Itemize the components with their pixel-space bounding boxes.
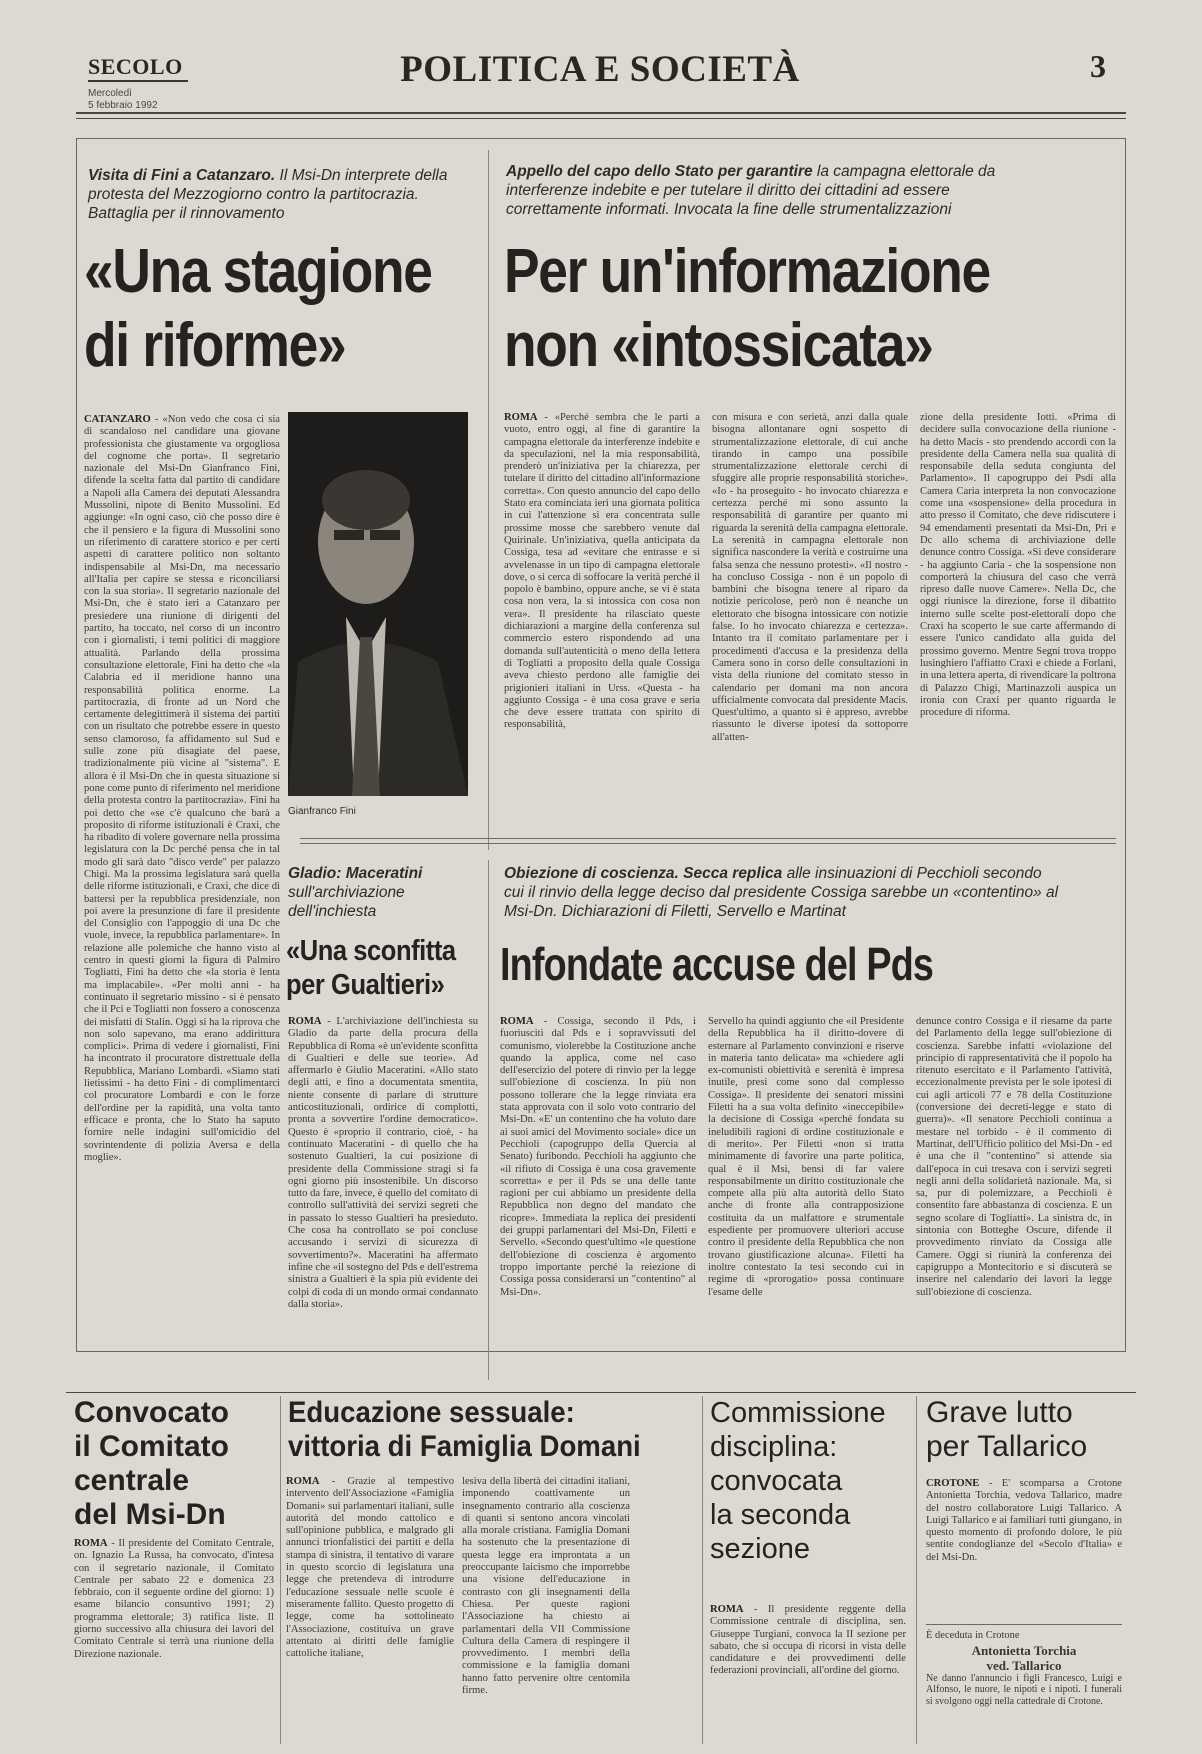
gladio-body (288, 1016, 478, 1376)
educazione-col1-text: - Grazie al tempestivo intervento dell'Associazione «Famiglia Domani» sui parlamentari italiani, sulle autorità del mondo cattolico e sull'opinione pubblica, e malgrado gli annunci trionfalistici dei partiti e della stampa di sinistra, il tentativo di varare in questo scorcio di legislatura una legge che pretendeva di introdurre l'educazione sessuale nelle scuole è miseramente fallito. Questo progetto di legge, come ha sottolineato l'Associazione, costituiva un grave attentato ai diritti delle famiglie cattoliche italiane, (286, 1476, 454, 1660)
fini-kicker-bold: Visita di Fini a Catanzaro. (88, 167, 276, 184)
cossiga-col1-text: - «Perché sembra che le parti a vuoto, entro oggi, al fine di garantire la campagna elettorale da interferenze indebite e da speculazioni, nel la mia responsabilità, prenderò un'iniziativa per la chiarezza, per tutelare il diritto del cittadino all'informazione corretta». Con questo annuncio del capo dello Stato era cominciata ieri una giornata politica in cui l'attenzione si era concentrata sulle prossime mosse che sarebbero venute dal Quirinale. Un'iniziativa, quella anticipata da Cossiga, tesa ad «evitare che entrasse e si avvelenasse in un tipo di campagna elettorale dove, o si cerca di soffocare la verità perché il popolo è bambino, oppure anche, se vi è stata cosa non vera, la si intossica con cosa non vera». Il presidente ha rilasciato queste dichiarazioni a margine della conferenza sul commercio estero rispondendo ad una domanda sull'autenticità o meno della lettera di Togliatti a proposito della quale Cossiga aveva chiesto perdono alle famiglie dei prigionieri italiani in Urss. «Questa - ha aggiunto Cossiga - è una cosa grave e seria che deve essere trattata con spirito di responsabilità, (504, 412, 700, 731)
comitato-headline-line1: Convocato (74, 1396, 230, 1429)
educazione-headline-line2: vittoria di Famiglia Domani (288, 1430, 641, 1463)
tallarico-body-text: - E' scomparsa a Crotone Antonietta Torchia, vedova Tallarico, madre del nostro collaboratore Luigi Tallarico. A Luigi Tallarico e ai familiari tutti giungano, in questo momento di profondo dolore, le più sentite condoglianze del «Secolo d'Italia» e del Msi-Dn. (926, 1478, 1122, 1563)
comitato-body-text: - Il presidente del Comitato Centrale, on. Ignazio La Russa, ha convocato, d'intesa con il segretario nazionale, il Comitato Centrale per sabato 22 e domenica 23 febbraio, con il seguente ordine del giorno: 1) esame bilancio consuntivo 1991; 2) programma elettorale; 3) ratifica liste. Il giorno successivo alla chiusura dei lavori del Comitato Centrale si terrà una riunione della Direzione nazionale. (74, 1538, 274, 1660)
pds-kicker-text: alle insinuazioni di Pecchioli secondo cui il rinvio della legge deciso dal presidente Cossiga sarebbe un «contentino» al Msi-Dn. Dichiarazioni di Filetti, Servello e Martinat (504, 865, 1059, 920)
page-number: 3 (1090, 48, 1106, 84)
issue-weekday: Mercoledì (88, 88, 132, 99)
gladio-headline-line2: per Gualtieri» (286, 969, 445, 1001)
fini-body (84, 414, 280, 1370)
issue-day: 5 febbraio 1992 (88, 100, 158, 111)
bottom-band-rule (66, 1392, 1136, 1393)
newspaper-logo: SECOLO (88, 54, 188, 82)
pds-col1-text: - Cossiga, secondo il Pds, i fuoriusciti dal Pds e i sopravvissuti del comunismo, violerebbe la Costituzione anche quando la applica, come nel caso dell'esercizio del potere di rinvio per la legge sull'obiezione di coscienza. In più non possono tollerare che la legge rinviata era stata approvata con il solo voto contrario del Msi-Dn. «E' un contentino che ha voluto dare ai suoi amici del Movimento sociale» dice un Pecchioli (capogruppo della Quercia al Senato) furibondo. Pecchioli ha aggiunto che «il rifiuto di Cossiga è una cosa gravemente scorretta» e per il Pds se una delle tante ragioni per cui abbiamo un presidente della Repubblica non degno del mandato che ricopre». Immediata la replica dei presidenti dei gruppi parlamentari del Msi-Dn, Filetti e Servello. «Secondo quest'ultimo «le questione dell'obiezione di coscienza è argomento troppo importante perché la reiezione di Cossiga possa considerarsi un "contentino" al Msi-Dn». (500, 1016, 696, 1298)
educazione-col1 (286, 1476, 454, 1744)
gladio-headline-line1: «Una sconfitta (286, 935, 456, 967)
column-separator (488, 150, 489, 850)
notice-body: Ne danno l'annuncio i figli Francesco, Luigi e Alfonso, le nuore, le nipoti e i nipoti. I funerali si svolgono oggi nella cattedrale di Crotone. (926, 1672, 1122, 1707)
cossiga-kicker-bold: Appello del capo dello Stato per garantire (506, 163, 813, 180)
death-notice (926, 1630, 1122, 1745)
gladio-dateline: ROMA (288, 1016, 322, 1027)
fini-headline-line2: di riforme» (84, 311, 346, 380)
fini-headline-line1: «Una stagione (84, 237, 432, 306)
bottom-separator-2 (702, 1396, 703, 1744)
educazione-col2: lesiva della libertà dei cittadini italiani, imponendo coattivamente un insegnamento contrario alla coscienza di quanti si sentono ancora vincolati alla morale cristiana. Famiglia Domani ha sostenuto che la presentazione di questa legge era improntata a un preoccupante laicismo che imporrebbe una visione dell'educazione in contrasto con gli insegnamenti della Chiesa. Per queste ragioni l'Associazione ha chiesto ai parlamentari della VII Commissione Cultura della Camera di respingere il provvedimento. I membri della commissione e la famiglia domani hanno fatto pervenire oltre centomila firme. (462, 1476, 630, 1697)
commissione-dateline: ROMA (710, 1604, 744, 1615)
section-title: POLITICA E SOCIETÀ (400, 49, 800, 90)
cossiga-col3: zione della presidente Iotti. «Prima di decidere sulla convocazione della riunione - ha detto Macis - sto prendendo accordi con la presidente della Camera nella sua qualità di responsabile della seduta congiunta del Parlamento». Il capogruppo dei Psdi alla Camera Caria interpreta la non convocazione come una «sospensione» della procedura in atto presso il Comitato, che deve ridiscutere i 94 emendamenti presentati da Msi-Dn, Pri e Dc allo schema di archiviazione delle denunce contro Cossiga. «Si deve considerare - ha aggiunto Caria - che la sospensione non comporterà la chiusura del caso che verrà ripreso dalle nuove Camere». Nella Dc, che oggi riunisce la direzione, forse il dibattito interno sulle scelte post-elettorali dopo che Craxi ha scoperto le sue carte affermando di essere l'unico candidato alla guida del prossimo governo. Mentre Segni trova troppo lusinghiero l'affiatto Craxi e chiede a Forlani, in una lettera aperta, di rivendicare la poltrona di Palazzo Chigi, Martinazzoli auspica un ironia con Craxi per quanto riguarda le procedure di riforma. (920, 412, 1116, 719)
notice-name: Antonietta Torchia (971, 1642, 1077, 1658)
middle-rule-2 (300, 843, 1116, 844)
educazione-headline (288, 1396, 656, 1464)
tallarico-body (926, 1478, 1122, 1618)
commissione-headline-line1: Commissione (710, 1397, 886, 1429)
comitato-dateline: ROMA (74, 1538, 108, 1549)
fini-kicker-text: Il Msi-Dn interprete della protesta del Mezzogiorno contro la partitocrazia. Battaglia per il rinnovamento (88, 167, 448, 222)
comitato-headline-line4: del Msi-Dn (74, 1498, 226, 1531)
notice-rule (926, 1624, 1122, 1625)
pds-headline: Infondate accuse del Pds (500, 938, 934, 990)
gladio-kicker-bold: Gladio: Maceratini (288, 865, 423, 882)
bottom-separator-3 (916, 1396, 917, 1744)
cossiga-dateline: ROMA (504, 412, 538, 423)
masthead-rule (76, 112, 1126, 114)
fini-body-text: - «Non vedo che cosa ci sia di scandaloso nel candidare una giovane professionista che giustamente va orgogliosa del cognome che porta». Il segretario nazionale del Msi-Dn Gianfranco Fini, difende la scelta fatta dal partito di candidare a Napoli alla Camera dei deputati Alessandra Mussolini, nipote di Benito Mussolini. Ed aggiunge: «In ogni caso, ciò che posso dire è che il pensiero e la figura di Mussolini sono un riferimento di carattere storico e per certi aspetti di carattere politico non soltanto indispensabile al Msi-Dn, ma necessario all'Italia per capire se stessa e riconciliarsi con la sua storia». Il segretario nazionale del Msi-Dn, che è stato ieri a Catanzaro per presiedere una riunione di dirigenti del partito, ha toccato, nel corso di un incontro con i giornalisti, i temi politici di maggiore attualità. Parlando della prossima consultazione elettorale, Fini ha detto che «la Calabria ed il meridione hanno una responsabilità politica enorme. La partitocrazia, di fronte ad un Nord che certamente delegittimerà il sistema dei partiti con un risultato che potrebbe essere in questo senso clamoroso, fa affidamento sul Sud e sulle zone più disagiate del paese, tradizionalmente più vicine al "sistema". E allora è il Msi-Dn che in questa situazione si pone come punto di riferimento nel meridione della protesta contro la partitocrazia». Fini ha poi detto che «se c'è qualcuno che barà a proposito di riforme istituzionali è Craxi, che ha ribadito di volere governare nella prossima legislatura con la Dc perché pensa che in tal modo gli sarà dato "disco verde" per palazzo Chigi. Ma la prossima legislatura sarà quella delle riforme istituzionali, e Craxi, che dice di battersi per la repubblica presidenziale, non poi avere la presunzione di fare il presidente del Consiglio con l'appoggio di una Dc che vuole, invece, la repubblica parlamentare». In relazione alle polemiche che hanno visto al centro in questi giorni la figura di Palmiro Togliatti, Fini ha detto che «la storia è lenta ma implacabile». «Per molti anni - ha continuato il segretario missino - si è pensato che il Pci e Togliatti non fossero a conoscenza dei misfatti di Stalin. Oggi si ha la riprova che non solo sapevano, ma erano addirittura complici». Prima di vedere i giornalisti, Fini ha incontrato il procuratore distrettuale della Repubblica, Mariano Lombardi. «Siamo stati lietissimi - ha detto Fini - di complimentarci col procuratore Lombardi e con le forze dell'ordine per la rapidità, una volta tanto efficace e pronta, che lo Stato ha saputo fornire nelle indagini sull'omicidio del sovrintendente di polizia Aversa e della moglie». (84, 414, 280, 1163)
gladio-body-text: - L'archiviazione dell'inchiesta su Gladio da parte della procura della Repubblica di Roma «è un'evidente sconfitta di Gualtieri e delle sue teorie». Ad affermarlo è Giulio Maceratini. «Allo stato degli atti, e fino a documentata smentita, niente consente di parlare di strutture anticostituzionali, ordirice di complotti, pronta a sovvertire l'ordine democratico». Questo è «proprio il contrario, cioè, - ha continuato Maceratini - di quello che ha sostenuto Gualtieri, la cui posizione di presidente della Commissione stragi si fa ogni giorno più insostenibile. Un discorso tutto da fare, invece, è quello del comitato di controllo sull'attività dei servizi segreti che in passato lo stesso Gualtieri ha presieduto. Che cosa ha controllato se poi concluse accusando i servizi di sicurezza di sovvertimento?». Maceratini ha affermato infine che «il sostegno del Pds e dell'estrema sinistra a Gualtieri è la spia più evidente dei colpi di coda di un mondo ormai condannato dalla storia». (288, 1016, 478, 1310)
pds-col1 (500, 1016, 696, 1376)
fini-kicker (88, 166, 468, 223)
pds-dateline: ROMA (500, 1016, 534, 1027)
tallarico-headline (926, 1396, 1126, 1464)
commissione-body-text: - Il presidente reggente della Commissione centrale di disciplina, sen. Giuseppe Turgiani, convoca la II sezione per sabato, che si occupa di ricorsi in vista delle candidature e dei provvedimenti delle federazioni provinciali, all'ordine del giorno. (710, 1604, 906, 1677)
commissione-headline-line4: la seconda (710, 1499, 851, 1531)
comitato-body (74, 1538, 274, 1738)
fini-photo-caption: Gianfranco Fini (288, 806, 356, 817)
bottom-separator-1 (280, 1396, 281, 1744)
commissione-headline-line2: disciplina: (710, 1431, 838, 1463)
commissione-body (710, 1604, 906, 1744)
fini-dateline: CATANZARO (84, 414, 151, 425)
educazione-dateline: ROMA (286, 1476, 320, 1487)
middle-rule (300, 838, 1116, 839)
tallarico-headline-line1: Grave lutto (926, 1396, 1073, 1429)
tallarico-headline-line2: per Tallarico (926, 1430, 1088, 1463)
cossiga-headline-line2: non «intossicata» (504, 311, 933, 380)
gladio-kicker (288, 864, 468, 921)
notice-intro: È deceduta in Crotone (926, 1630, 1020, 1641)
tallarico-dateline: CROTONE (926, 1478, 980, 1489)
comitato-headline-line3: centrale (74, 1464, 190, 1497)
pds-col3: denunce contro Cossiga e il riesame da parte del Parlamento della legge sull'obiezione di coscienza. Sarebbe infatti «violazione del principio di rappresentatività che il popolo ha ritenuto esercitato e il Parlamento l'attività, eccezionalmente prevista per le sole ipotesi di cui agli articoli 77 e 78 della Costituzione (conversione dei decreti-legge e stato di guerra)». «Il senatore Pecchioli continua a mestare nel torbido - è il commento di Martinat, dell'Ufficio politico del Msi-Dn - ed è una che il "contentino" si attende sia dall'epoca in cui tresava con i servizi segreti negli anni della solidarietà nazionale. Ma, si sa, pur di polemizzare, a Pecchioli è consentito fare abbastanza di coscienza. E un segno scolare di Togliatti». La sinistra dc, in sintonia con Botteghe Oscure, difende il provvedimento rinviato da Cossiga alle Camere. Oggi si riunirà la conferenza dei capigruppo a Montecitorio e si discuterà se inserire nel calendario dei lavori la legge sull'obiezione di coscienza. (916, 1016, 1112, 1298)
gladio-kicker-text: sull'archiviazione dell'inchiesta (288, 884, 405, 920)
cossiga-kicker-text: la campagna elettorale da interferenze indebite e per tutelare il diritto dei cittadini ad essere correttamente informati. Invocata la fine delle strumentalizzazioni (506, 163, 996, 218)
pds-kicker-bold: Obiezione di coscienza. Secca replica (504, 865, 783, 882)
comitato-headline (74, 1396, 274, 1532)
cossiga-headline-line1: Per un'informazione (504, 237, 990, 306)
notice-married-name: ved. Tallarico (986, 1657, 1062, 1673)
comitato-headline-line2: il Comitato (74, 1430, 229, 1463)
commissione-headline (710, 1396, 900, 1566)
pds-col2: Servello ha quindi aggiunto che «il Presidente della Repubblica ha il diritto-dovere di esternare al Parlamento convinzioni e riserve in materia tanto delicata» ma «chiedere agli ex-comunisti obiettività e serenità è impresa inutile, presi come sono dal complesso Cossiga». Il presidente dei senatori missini Filetti ha a sua volta definito «ineccepibile» la decisione di Cossiga «perché fondata su ineludibili ragioni di ordine costituzionale e di merito». Per Filetti «non si tratta minimamente di favorire una parte politica, qual è il Msi, bensì di far valere responsabilmente un diritto costituzionale che compete alla più alta autorità dello Stato anche di fronte alla contrapposizione costituita da un malfattore e strumentale espediente per promuovere ulteriori accuse contro il presidente della Repubblica che non trovano giustificazione alcuna». Filetti ha inoltre contestato la tesi secondo cui in regime di «prorogatio» possa continuare l'esame delle (708, 1016, 904, 1298)
column-separator-2 (488, 860, 489, 1380)
cossiga-kicker (506, 162, 1026, 219)
commissione-headline-line3: convocata (710, 1465, 843, 1497)
cossiga-col1 (504, 412, 700, 816)
portrait-illustration (288, 412, 468, 796)
commissione-headline-line5: sezione (710, 1533, 810, 1565)
masthead-rule-thin (76, 118, 1126, 119)
issue-date (88, 88, 158, 112)
educazione-headline-line1: Educazione sessuale: (288, 1396, 575, 1429)
cossiga-col2: con misura e con serietà, anzi dalla quale bisogna allontanare ogni sospetto di strumentalizzazione elettorale, di cui anche tirando in campo una possibile strumentalizzazione elettorale cerchi di sfuggire alle proprie responsabilità storiche». «Io - ha proseguito - ho invocato chiarezza e certezza perché mi sono assunto la responsabilità di garantire per quanto mi riguarda la serenità della campagna elettorale. La serenità in campagna elettorale non significa nascondere la verità e costruirne una falsa senza che nessuno protesti». «Il nostro - ha concluso Cossiga - non è un popolo di bambini che bisogna tenere al riparo da notizie pericolose, però non è neanche un elettorato che bisogna intossicare con notizie false. Io ho invocato chiarezza e certezza». Intanto tra il comitato parlamentare per i procedimenti d'accusa e la presidenza della Camera sono in corso delle consultazioni in vista della riunione del comitato stesso in calendario per domani ma non ancora ufficialmente convocata dal presidente Macis. Quest'ultimo, a quanto si è appreso, avrebbe riassunto le diverse ipotesi da sottoporre all'atten- (712, 412, 908, 743)
fini-photo (288, 412, 468, 796)
pds-kicker (504, 864, 1064, 921)
